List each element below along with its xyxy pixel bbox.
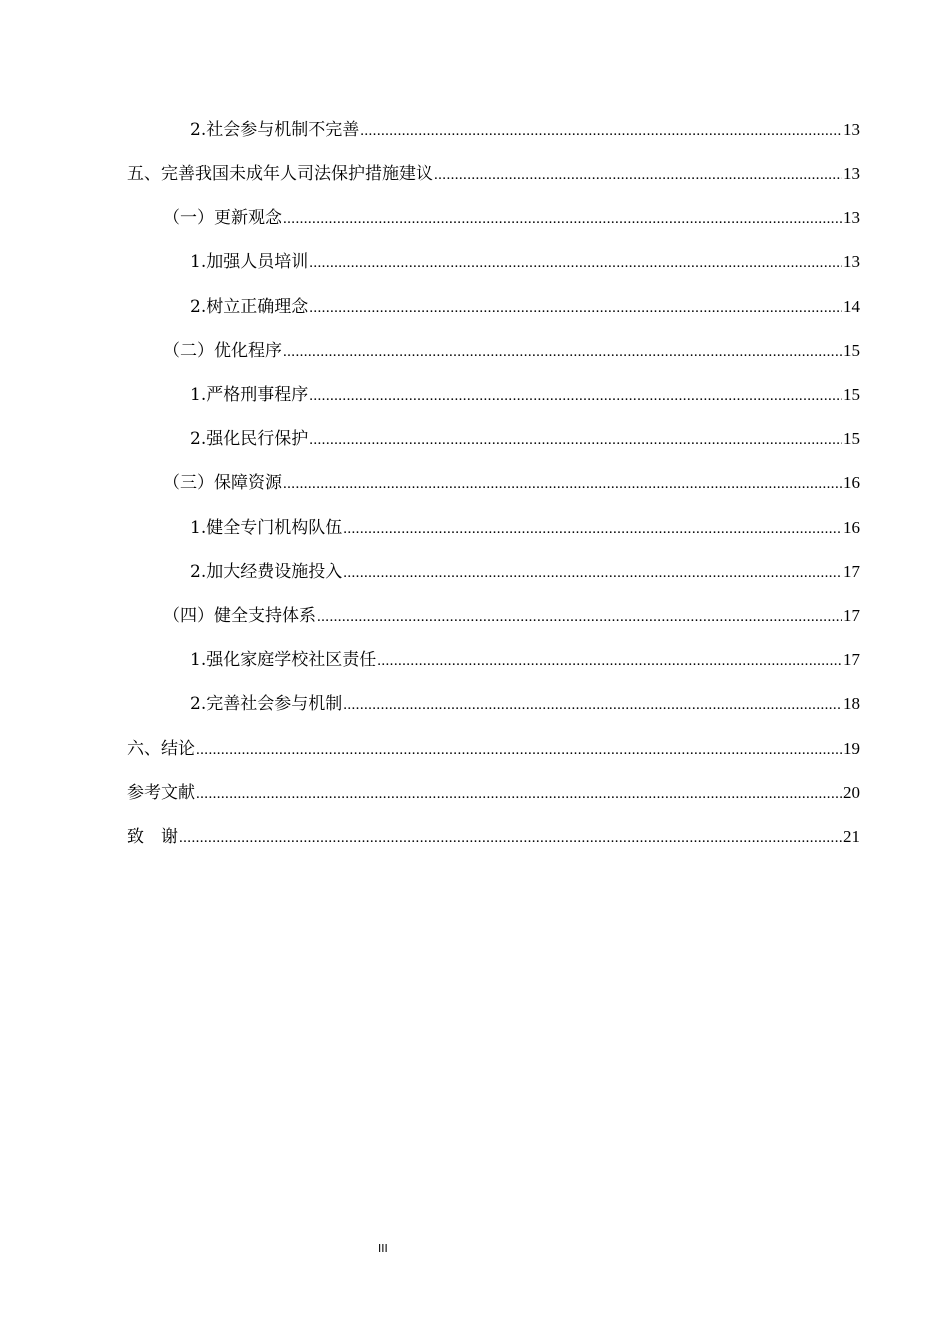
toc-entry[interactable] — [163, 205, 860, 231]
toc-entry-page: 16 — [843, 518, 860, 537]
toc-entry-page: 18 — [843, 694, 860, 713]
toc-entry-title: 1.严格刑事程序 — [190, 385, 309, 405]
dot-leader — [360, 118, 842, 144]
toc-entry-page: 14 — [843, 297, 860, 316]
dot-leader — [343, 516, 842, 542]
toc-entry[interactable] — [163, 603, 860, 629]
dot-leader — [196, 781, 842, 807]
toc-entry-title: 致 谢 — [127, 827, 178, 847]
toc-entry[interactable] — [190, 647, 860, 673]
dot-leader — [179, 825, 842, 851]
toc-entry-page: 13 — [843, 120, 860, 139]
toc-entry-title: 2.社会参与机制不完善 — [190, 120, 360, 140]
dot-leader — [309, 250, 842, 276]
toc-entry[interactable] — [190, 515, 860, 541]
toc-entry-page: 21 — [843, 827, 860, 846]
toc-entry-title: 1.健全专门机构队伍 — [190, 518, 343, 538]
toc-entry[interactable] — [190, 426, 860, 452]
toc-entry[interactable] — [190, 559, 860, 585]
toc-entry[interactable] — [163, 470, 860, 496]
toc-entry[interactable] — [127, 824, 860, 850]
toc-entry-page: 15 — [843, 429, 860, 448]
toc-entry-page: 19 — [843, 739, 860, 758]
dot-leader — [309, 383, 842, 409]
toc-entry[interactable] — [190, 117, 860, 143]
dot-leader — [343, 692, 842, 718]
toc-entry[interactable] — [190, 691, 860, 717]
dot-leader — [309, 295, 842, 321]
toc-entry-page: 15 — [843, 385, 860, 404]
dot-leader — [283, 339, 842, 365]
toc-entry-title: 1.加强人员培训 — [190, 252, 309, 272]
toc-entry-title: 2.完善社会参与机制 — [190, 694, 343, 714]
toc-entry-page: 13 — [843, 208, 860, 227]
toc-entry-title: 参考文献 — [127, 783, 195, 803]
toc-entry[interactable] — [127, 161, 860, 187]
toc-entry[interactable] — [190, 249, 860, 275]
toc-entry[interactable] — [190, 294, 860, 320]
toc-entry-page: 17 — [843, 606, 860, 625]
toc-entry-title: （三）保障资源 — [163, 473, 282, 493]
toc-entry[interactable] — [190, 382, 860, 408]
dot-leader — [283, 471, 842, 497]
dot-leader — [434, 162, 842, 188]
dot-leader — [309, 427, 842, 453]
toc-entry-title: （一）更新观念 — [163, 208, 282, 228]
toc-entry-page: 17 — [843, 562, 860, 581]
toc-entry[interactable] — [163, 338, 860, 364]
page-number: III — [378, 1242, 388, 1255]
toc-entry-title: 1.强化家庭学校社区责任 — [190, 650, 377, 670]
toc-entry-title: （二）优化程序 — [163, 341, 282, 361]
toc-entry-page: 17 — [843, 650, 860, 669]
toc-entry-page: 20 — [843, 783, 860, 802]
toc-entry-title: 五、完善我国未成年人司法保护措施建议 — [127, 164, 433, 184]
toc-entry-title: （四）健全支持体系 — [163, 606, 316, 626]
toc-entry-page: 15 — [843, 341, 860, 360]
toc-entry-page: 13 — [843, 164, 860, 183]
toc-entry[interactable] — [127, 780, 860, 806]
dot-leader — [377, 648, 842, 674]
toc-entry-title: 六、结论 — [127, 739, 195, 759]
toc-entry-title: 2.强化民行保护 — [190, 429, 309, 449]
toc-entry-title: 2.树立正确理念 — [190, 297, 309, 317]
toc-entry-page: 13 — [843, 252, 860, 271]
toc-entry[interactable] — [127, 736, 860, 762]
dot-leader — [343, 560, 842, 586]
toc-entry-title: 2.加大经费设施投入 — [190, 562, 343, 582]
dot-leader — [196, 737, 842, 763]
toc-entry-page: 16 — [843, 473, 860, 492]
dot-leader — [283, 206, 842, 232]
dot-leader — [317, 604, 842, 630]
